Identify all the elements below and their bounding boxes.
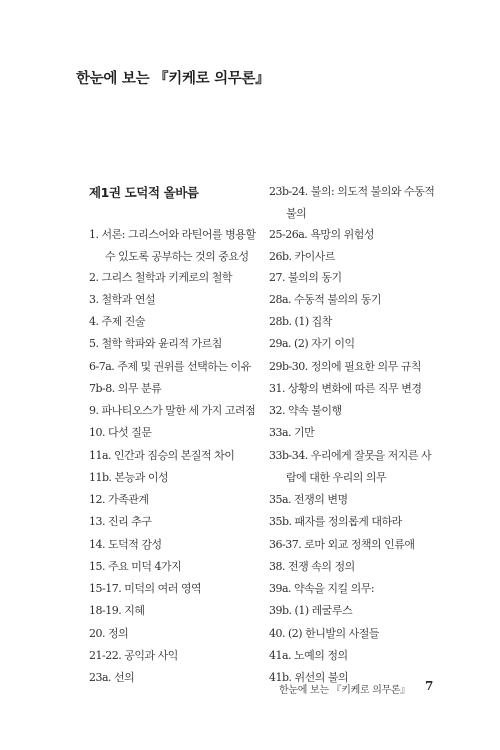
toc-entry: 14. 도덕적 감성 [89,538,162,551]
toc-entry: 13. 진리 추구 [89,515,152,528]
toc-entry: 39b. (1) 레굴루스 [269,604,353,617]
toc-entry: 12. 가족관계 [89,493,149,506]
toc-entry: 41a. 노예의 정의 [269,649,348,662]
toc-entry: 5. 철학 학파와 윤리적 가르침 [89,337,222,350]
toc-entry: 7b-8. 의무 분류 [89,382,162,395]
toc-entry: 40. (2) 한니발의 사절들 [269,627,379,640]
page-number: 7 [425,679,434,693]
toc-entry: 18-19. 지혜 [89,604,145,617]
toc-entry: 4. 주제 진술 [89,315,145,328]
toc-entry: 41b. 위선의 불의 [269,671,349,684]
toc-entry-continuation: 불의 [286,207,307,220]
toc-entry: 39a. 약속을 지킬 의무: [269,582,375,595]
toc-entry: 23a. 선의 [89,671,135,684]
toc-entry: 23b-24. 불의: 의도적 불의와 수동적 [269,185,435,198]
toc-entry: 28b. (1) 집착 [269,315,332,328]
toc-entry: 36-37. 로마 외교 정책의 인류애 [269,538,415,551]
toc-entry: 32. 약속 불이행 [269,404,342,417]
toc-entry: 29a. (2) 자기 이익 [269,337,355,350]
toc-entry: 26b. 카이사르 [269,250,336,263]
toc-entry: 9. 파나티오스가 말한 세 가지 고려점 [89,404,256,417]
toc-entry: 25-26a. 욕망의 위험성 [269,228,375,241]
toc-entry: 33a. 기만 [269,426,315,439]
toc-entry: 11b. 본능과 이성 [89,471,169,484]
section-heading: 제1권 도덕적 올바름 [89,185,199,200]
toc-entry-continuation: 람에 대한 우리의 의무 [286,471,387,484]
toc-entry: 10. 다섯 질문 [89,426,152,439]
toc-entry: 28a. 수동적 불의의 동기 [269,293,382,306]
toc-entry: 35a. 전쟁의 변명 [269,493,348,506]
toc-entry: 21-22. 공익과 사익 [89,649,178,662]
page-header-title: 한눈에 보는 『키케로 의무론』 [76,71,270,87]
toc-entry: 6-7a. 주제 및 권위를 선택하는 이유 [89,360,251,373]
running-footer-title: 한눈에 보는 『키케로 의무론』 [279,685,410,696]
toc-entry-continuation: 수 있도록 공부하는 것의 중요성 [105,250,249,263]
toc-entry: 35b. 패자를 정의롭게 대하라 [269,515,402,528]
toc-entry: 29b-30. 정의에 필요한 의무 규칙 [269,360,421,373]
toc-entry: 33b-34. 우리에게 잘못을 저지른 사 [269,449,432,462]
toc-entry: 20. 정의 [89,627,129,640]
toc-entry: 1. 서론: 그리스어와 라틴어를 병용할 [89,228,256,241]
toc-entry: 2. 그리스 철학과 키케로의 철학 [89,271,232,284]
toc-entry: 31. 상황의 변화에 따른 직무 변경 [269,382,422,395]
toc-entry: 3. 철학과 연설 [89,293,156,306]
toc-entry: 15-17. 미덕의 여러 영역 [89,582,202,595]
toc-entry: 38. 전쟁 속의 정의 [269,560,355,573]
toc-entry: 27. 불의의 동기 [269,271,342,284]
toc-entry: 15. 주요 미덕 4가지 [89,560,182,573]
toc-entry: 11a. 인간과 짐승의 본질적 차이 [89,449,235,462]
